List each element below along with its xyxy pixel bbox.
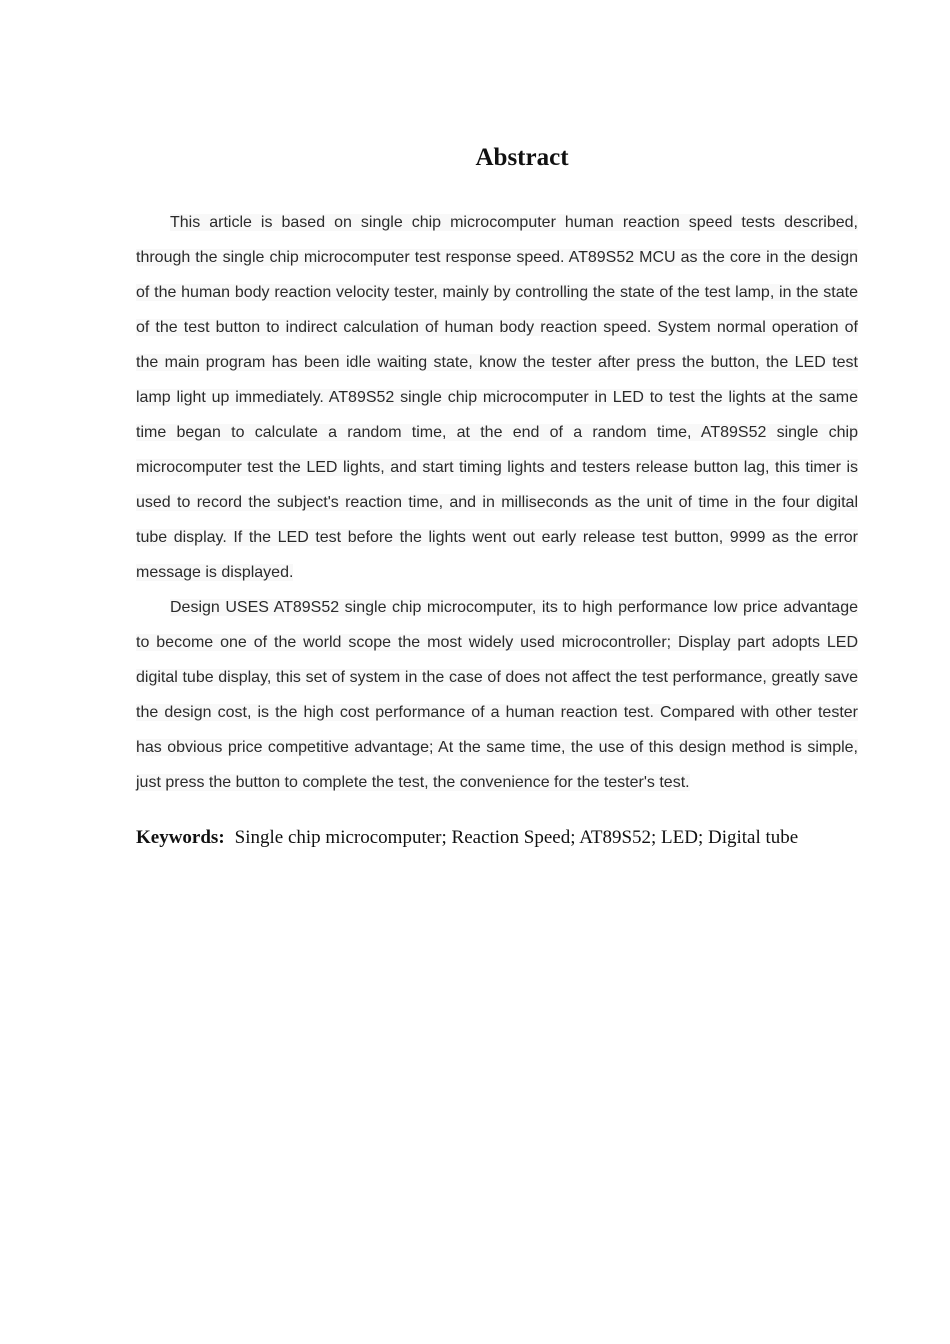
keywords-line — [136, 824, 858, 852]
paper-page — [136, 120, 858, 852]
abstract-paragraph-2 — [136, 590, 858, 800]
abstract-title: Abstract — [475, 144, 569, 171]
abstract-paragraph-2-text: Design USES AT89S52 single chip microcomputer, its to high performance low price advantage to become one of the world scope the most widely used microcontroller; Display part adopts LED digital tube display, this set of system in the case of does not affect the test performance, greatly save the design cost, is the high cost performance of a human reaction test. Compared with other tester has obvious price competitive advantage; At the same time, the use of this design method is simple, just press the button to complete the test, the convenience for the tester's test. — [136, 599, 858, 791]
abstract-paragraph-1-text: This article is based on single chip microcomputer human reaction speed tests described, through the single chip microcomputer test response speed. AT89S52 MCU as the core in the design of the human body reaction velocity tester, mainly by controlling the state of the test lamp, in the state of the test button to indirect calculation of human body reaction speed. System normal operation of the main program has been idle waiting state, know the tester after press the button, the LED test lamp light up immediately. AT89S52 single chip microcomputer in LED to test the lights at the same time began to calculate a random time, at the end of a random time, AT89S52 single chip microcomputer test the LED lights, and start timing lights and testers release button lag, this timer is used to record the subject's reaction time, and in milliseconds as the unit of time in the four digital tube display. If the LED test before the lights went out early release test button, 9999 as the error message is displayed. — [136, 214, 858, 581]
abstract-body — [136, 205, 858, 800]
keywords-label: Keywords: — [136, 827, 225, 848]
abstract-paragraph-1 — [136, 205, 858, 590]
keywords-text: Single chip microcomputer; Reaction Speed; AT89S52; LED; Digital tube — [234, 827, 799, 848]
